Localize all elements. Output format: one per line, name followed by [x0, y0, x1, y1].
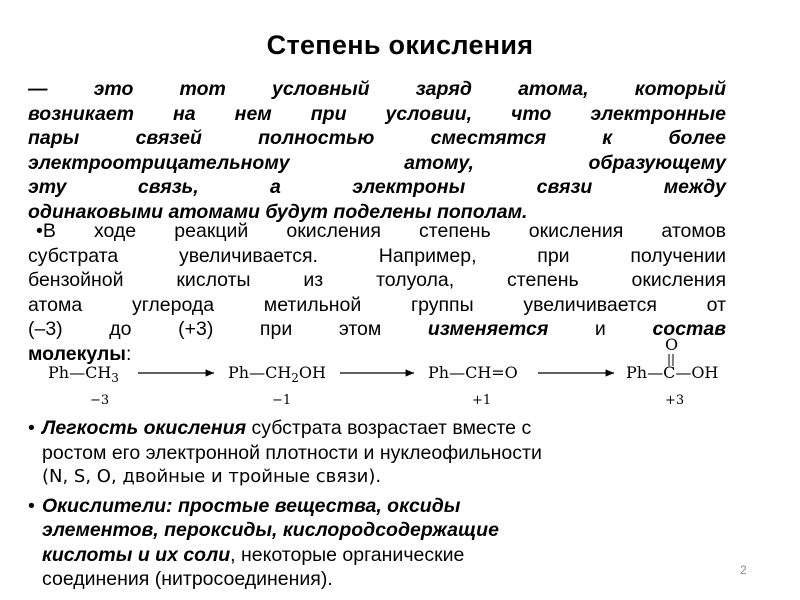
oxidation-state-label: +3 — [665, 393, 685, 408]
paragraph-line-text: В ходе реакций окисления степень окисления атомов — [42, 220, 726, 242]
paragraph-line — [28, 219, 726, 244]
conjunction-text: и — [594, 318, 606, 340]
list-item — [28, 494, 748, 592]
list-item-line: элементов, пероксиды, кислородсодержащие — [42, 519, 499, 541]
oxidation-state-label: −3 — [90, 393, 110, 408]
list-item-line — [42, 416, 748, 441]
list-item-line — [42, 543, 748, 568]
list-item-line: ростом его электронной плотности и нуклеофильности — [42, 441, 542, 464]
definition-line: — это тот условный заряд атома, который — [28, 78, 726, 100]
list-item-line: (N, S, O, двойные и тройные связи). — [42, 466, 382, 487]
compound-benzoic-acid: Ph—C—OH — [626, 363, 719, 382]
reaction-scheme-svg — [0, 336, 800, 416]
slide-number: 2 — [740, 563, 747, 577]
slide-title: Степень окисления — [266, 30, 534, 60]
definition-line: эту связь, а электроны связи между — [28, 176, 726, 198]
list-item — [28, 416, 748, 490]
paragraph-line: атома углерода метильной группы увеличивается от — [28, 293, 726, 316]
bullet-icon: • — [28, 417, 35, 439]
oxidation-state-label: +1 — [472, 393, 492, 408]
bullet-icon: • — [28, 494, 35, 517]
list-item-text: , некоторые органические — [230, 543, 465, 566]
paragraph-line: бензойной кислоты из толуола, степень окисления — [28, 269, 726, 291]
emphasis-text: кислоты и их соли — [42, 543, 231, 566]
compound-benzyl-alcohol: $Ph—CH_2OH$ — [228, 363, 326, 385]
compound-toluene: $Ph—CH_3$ — [48, 363, 119, 385]
paragraph-line-text: (–3) до (+3) при этом — [28, 318, 382, 340]
emphasis-text: Легкость окисления — [42, 417, 247, 439]
emphasis-text: изменяется — [427, 318, 549, 340]
emphasis-text: состав — [652, 318, 727, 340]
definition-line: электроотрицательному атому, образующему — [28, 151, 726, 174]
definition-text — [28, 77, 726, 224]
list-item-text: субстрата возрастает вместе с — [246, 417, 532, 439]
definition-line: пары связей полностью сместятся к более — [28, 127, 726, 149]
definition-line: одинаковыми атомами будут поделены пополам. — [28, 200, 528, 223]
carbonyl-oxygen: O — [665, 336, 679, 354]
oxidation-state-label: −1 — [272, 393, 292, 408]
colon-text: : — [125, 342, 132, 365]
bullet-icon: • — [36, 220, 43, 242]
list-item-line: Окислители: простые вещества, оксиды — [42, 494, 461, 517]
bullet-list — [28, 416, 748, 592]
list-item-line: соединения (нитросоединения). — [42, 568, 333, 590]
compound-benzaldehyde: Ph—CH=O — [428, 363, 518, 382]
definition-line: возникает на нем при условии, что электронные — [28, 102, 726, 125]
reaction-scheme — [0, 336, 800, 416]
emphasis-text: молекулы — [28, 342, 126, 365]
paragraph-line: субстрата увеличивается. Например, при получении — [28, 244, 726, 267]
